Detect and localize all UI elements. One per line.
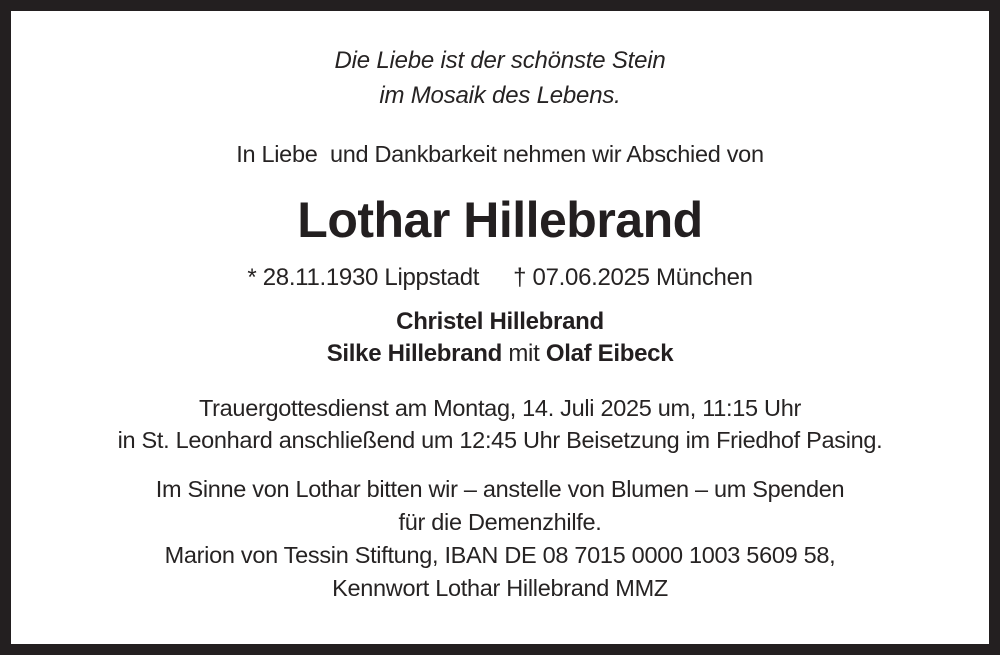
mourner-connector: mit [501,340,546,367]
mourner-line-1: Christel Hillebrand [396,308,604,335]
service-line-2: in St. Leonhard anschließend um 12:45 Uhr Beisetzung im Friedhof Pasing. [117,427,883,453]
life-dates [11,263,989,293]
mourner-name-silke: Silke Hillebrand [326,340,502,367]
epigraph-line-2: im Mosaik des Lebens. [379,82,621,109]
service-info [11,392,989,456]
birth-date: * 28.11.1930 Lippstadt [247,264,480,291]
epigraph [11,43,989,113]
mourners [11,306,989,370]
donation-line-2: für die Demenzhilfe. [398,509,602,535]
mourner-line-2 [11,338,989,370]
deceased-name: Lothar Hillebrand [297,192,703,248]
donation-iban-line: Marion von Tessin Stiftung, IBAN DE 08 7015 0000 1003 5609 58, [164,542,836,568]
mourner-name-olaf: Olaf Eibeck [545,340,674,367]
donation-line-1: Im Sinne von Lothar bitten wir – anstelle von Blumen – um Spenden [155,476,845,502]
epigraph-line-1: Die Liebe ist der schönste Stein [334,47,666,74]
obituary-content [11,11,989,605]
death-date: † 07.06.2025 München [513,264,753,291]
service-line-1: Trauergottesdienst am Montag, 14. Juli 2025 um, 11:15 Uhr [198,395,802,421]
intro-text: In Liebe und Dankbarkeit nehmen wir Abschied von [236,141,764,167]
donation-info [11,473,989,605]
donation-keyword-line: Kennwort Lothar Hillebrand MMZ [332,575,668,601]
